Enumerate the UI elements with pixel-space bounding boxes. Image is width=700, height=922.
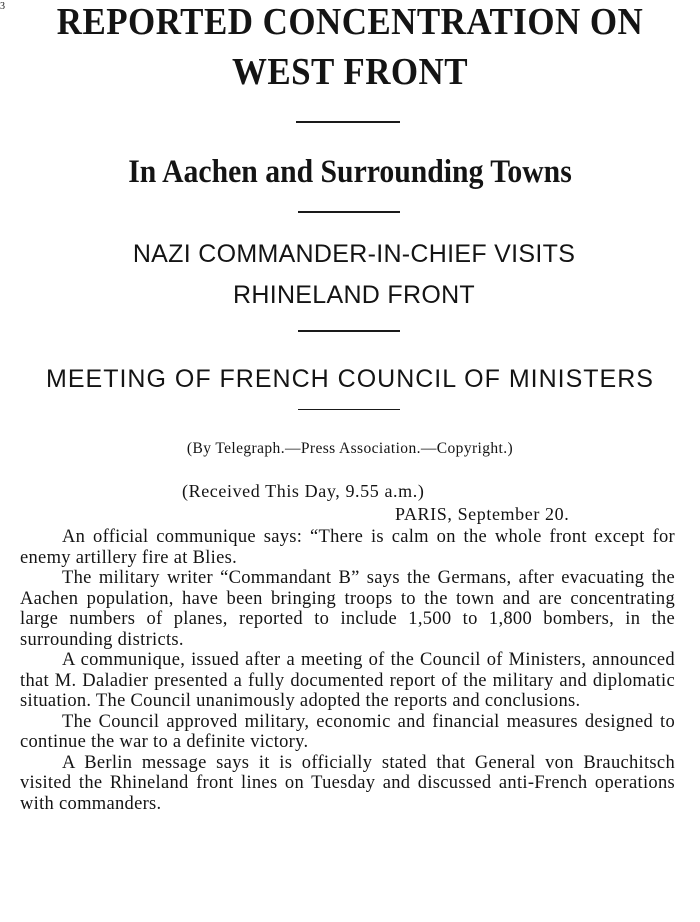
- subheadline-council: MEETING OF FRENCH COUNCIL OF MINISTERS: [46, 365, 654, 393]
- article-paragraph: A Berlin message says it is officially stated that General von Brauchitsch visited the Rhineland front lines on Tuesday and discussed anti-French operations with commanders.: [20, 752, 675, 814]
- article-body: [20, 527, 675, 814]
- article-paragraph: An official communique says: “There is calm on the whole front except for enemy artillery fire at Blies.: [20, 527, 675, 568]
- subheadline-nazi-line-2: RHINELAND FRONT: [232, 281, 475, 309]
- article-paragraph: The military writer “Commandant B” says the Germans, after evacuating the Aachen population, have been bringing troops to the town and are concentrating large numbers of planes, reported to include 1,500 to 1,800 bombers, in the surrounding districts.: [20, 568, 675, 650]
- wire-credit-line: (By Telegraph.—Press Association.—Copyright.): [186, 440, 514, 457]
- headline-divider-1: [296, 121, 400, 123]
- headline-divider-2: [298, 211, 400, 213]
- main-headline-line-1: REPORTED CONCENTRATION ON: [56, 1, 644, 43]
- subheadline-nazi-line-1: NAZI COMMANDER-IN-CHIEF VISITS: [132, 240, 576, 268]
- page-corner-mark: 3: [0, 1, 5, 12]
- article-paragraph: The Council approved military, economic and financial measures designed to continue the war to a definite victory.: [20, 711, 675, 752]
- article-paragraph: A communique, issued after a meeting of the Council of Ministers, announced that M. Daladier presented a fully documented report of the military and diplomatic situation. The Council unanimously adopted the reports and conclusions.: [20, 650, 675, 711]
- headline-divider-4: [298, 409, 400, 410]
- received-time-line: (Received This Day, 9.55 a.m.): [182, 481, 425, 501]
- main-headline-line-2: WEST FRONT: [231, 51, 469, 93]
- subheadline-aachen: In Aachen and Surrounding Towns: [128, 154, 572, 190]
- headline-divider-3: [298, 330, 400, 332]
- dateline: PARIS, September 20.: [395, 504, 570, 524]
